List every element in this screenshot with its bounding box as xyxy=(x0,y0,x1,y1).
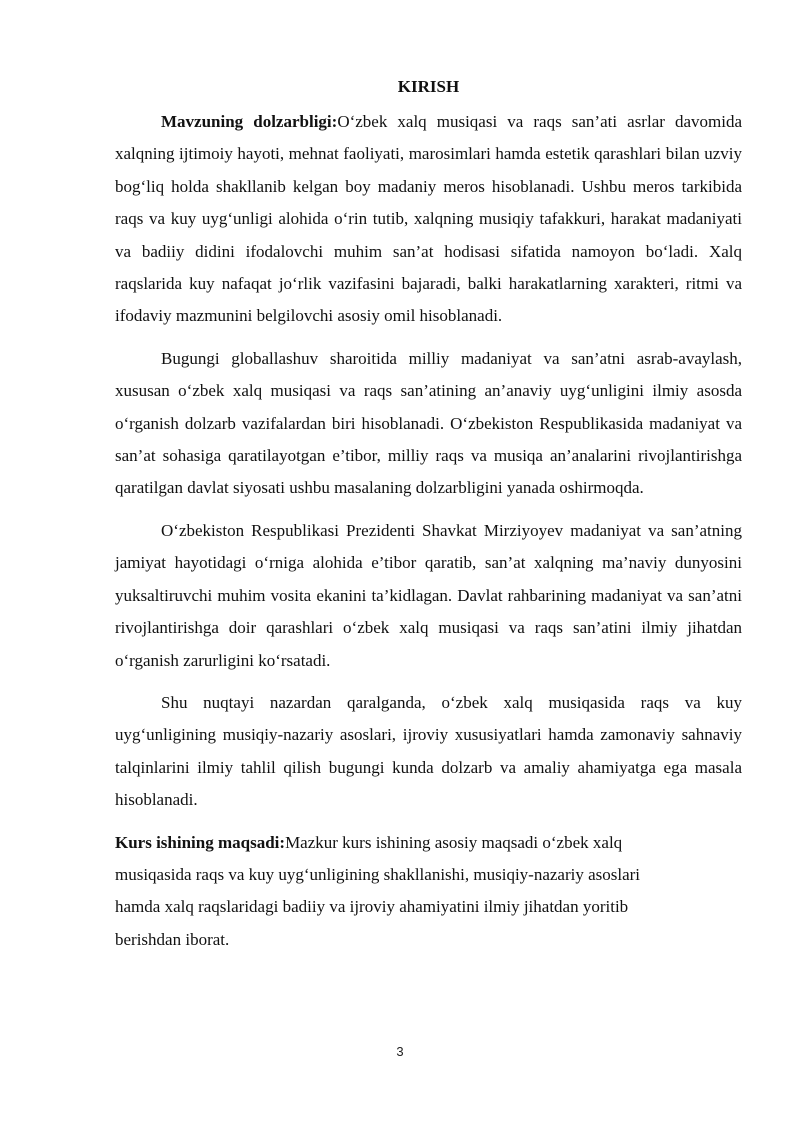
document-page xyxy=(115,72,742,966)
paragraph-text: O‘zbek xalq musiqasi va raqs san’ati asrlar davomida xalqning ijtimoiy hayoti, mehnat faoliyati, marosimlari hamda estetik qarashlari bilan uzviy bog‘liq holda shakllanib kelgan boy madaniy meros hisoblanadi. Ushbu meros tarkibida raqs va kuy uyg‘unligi alohida o‘rin tutib, xalqning musiqiy tafakkuri, harakat madaniyati va badiiy didini ifodalovchi muhim san’at hodisasi sifatida namoyon bo‘ladi. Xalq raqslarida kuy nafaqat jo‘rlik vazifasini bajaradi, balki harakatlarning xarakteri, ritmi va ifodaviy mazmunini belgilovchi asosiy omil hisoblanadi. xyxy=(115,112,743,326)
paragraph-lead: Mavzuning dolzarbligi: xyxy=(161,112,338,131)
page-number: 3 xyxy=(396,1044,404,1059)
section-heading: KIRISH xyxy=(397,77,460,96)
paragraph-text: O‘zbekiston Respublikasi Prezidenti Shavkat Mirziyoyev madaniyat va san’atning jamiyat hayotidagi o‘rniga alohida e’tibor qaratib, san’at xalqning ma’naviy dunyosini yuksaltiruvchi muhim vosita ekanini ta’kidlagan. Davlat rahbarining madaniyat va san’atni rivojlantirishga doir qarashlari o‘zbek xalq musiqasi va raqs san’atini ilmiy jihatdan o‘rganish zarurligini ko‘rsatadi. xyxy=(115,520,742,670)
paragraph-goal xyxy=(115,827,742,957)
paragraph-text: Mazkur kurs ishining asosiy maqsadi o‘zbek xalq musiqasida raqs va kuy uyg‘unligining shakllanishi, musiqiy-nazariy asoslari hamda xalq raqslaridagi badiiy va ijroviy ahamiyatini ilmiy jihatdan yoritib berishdan iborat. xyxy=(115,832,641,949)
paragraph-relevance xyxy=(115,106,742,333)
paragraph-conclusion xyxy=(115,687,742,817)
paragraph-text: Shu nuqtayi nazardan qaralganda, o‘zbek xalq musiqasida raqs va kuy uyg‘unligining musiqiy-nazariy asoslari, ijroviy xususiyatlari hamda zamonaviy sahnaviy talqinlarini ilmiy tahlil qilish bugungi kunda dolzarb va amaliy ahamiyatga ega masala hisoblanadi. xyxy=(115,692,742,810)
paragraph-globalization xyxy=(115,343,742,505)
paragraph-text: Bugungi globallashuv sharoitida milliy madaniyat va san’atni asrab-avaylash, xususan o‘zbek xalq musiqasi va raqs san’atining an’anaviy uyg‘unligini ilmiy asosda o‘rganish dolzarb vazifalardan biri hisoblanadi. O‘zbekiston Respublikasida madaniyat va san’at sohasiga qaratilayotgan e’tibor, milliy raqs va musiqa an’analarini rivojlantirishga qaratilgan davlat siyosati ushbu masalaning dolzarbligini yanada oshirmoqda. xyxy=(115,348,742,498)
paragraph-president xyxy=(115,515,742,677)
paragraph-lead: Kurs ishining maqsadi: xyxy=(115,832,286,852)
